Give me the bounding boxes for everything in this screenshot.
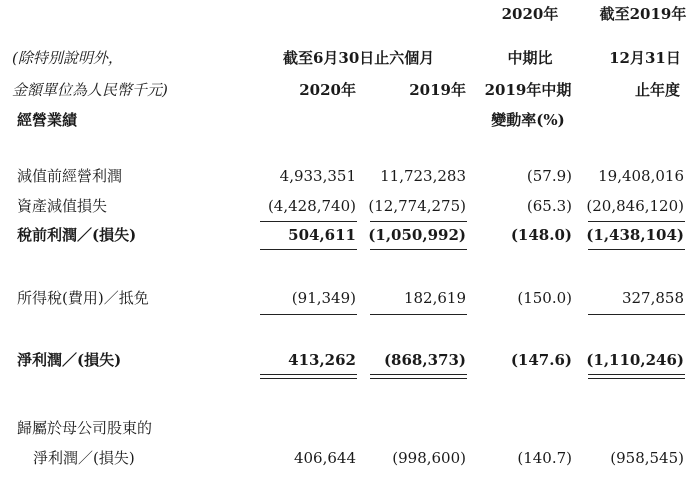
- col-2020-header: 2020年: [299, 81, 356, 99]
- cell-2020: (4,428,740): [267, 197, 356, 215]
- total-rule: [370, 249, 467, 250]
- unit-note-line2: 金額單位為人民幣千元): [12, 81, 168, 99]
- cell-change: (65.3): [526, 197, 572, 215]
- change-header-line4: 變動率(%): [491, 111, 565, 129]
- double-rule: [588, 374, 685, 375]
- change-header-line3: 2019年中期: [484, 81, 572, 99]
- cell-2020: (91,349): [291, 289, 356, 307]
- double-rule: [370, 378, 467, 379]
- subtotal-rule: [260, 221, 357, 222]
- period-header: 截至6月30日止六個月: [283, 49, 435, 67]
- subtotal-rule: [370, 314, 467, 315]
- row-label: 所得稅(費用)／抵免: [17, 289, 149, 307]
- col-2019-header: 2019年: [409, 81, 466, 99]
- row-label: 歸屬於母公司股東的: [17, 419, 153, 437]
- section-title: 經營業績: [17, 111, 78, 129]
- cell-change: (150.0): [517, 289, 572, 307]
- subtotal-rule: [588, 221, 685, 222]
- row-label: 稅前利潤／(損失): [17, 226, 137, 244]
- cell-change: (140.7): [517, 449, 572, 467]
- cell-2019: (12,774,275): [368, 197, 466, 215]
- row-label: 淨利潤／(損失): [17, 351, 122, 369]
- cell-2019: (998,600): [392, 449, 466, 467]
- double-rule: [370, 374, 467, 375]
- total-rule: [260, 249, 357, 250]
- row-label: 資產減值損失: [17, 197, 108, 215]
- total-rule: [588, 249, 685, 250]
- cell-fy2019: 327,858: [621, 289, 684, 307]
- cell-2019: 11,723,283: [380, 167, 466, 185]
- cell-2020: 406,644: [293, 449, 356, 467]
- cell-fy2019: (20,846,120): [586, 197, 684, 215]
- cell-change: (57.9): [526, 167, 572, 185]
- cell-fy2019: (1,110,246): [586, 351, 684, 369]
- unit-note-line1: (除特別說明外，: [12, 49, 123, 67]
- cell-2020: 4,933,351: [279, 167, 356, 185]
- double-rule: [588, 378, 685, 379]
- cell-2019: 182,619: [403, 289, 466, 307]
- subtotal-rule: [370, 221, 467, 222]
- fy-header-line1: 截至2019年: [599, 5, 687, 23]
- cell-2019: (1,050,992): [368, 226, 466, 244]
- subtotal-rule: [588, 314, 685, 315]
- cell-fy2019: (1,438,104): [586, 226, 684, 244]
- cell-change: (148.0): [510, 226, 572, 244]
- cell-change: (147.6): [510, 351, 572, 369]
- double-rule: [260, 374, 357, 375]
- cell-2019: (868,373): [383, 351, 466, 369]
- cell-fy2019: (958,545): [610, 449, 684, 467]
- cell-2020: 413,262: [288, 351, 356, 369]
- subtotal-rule: [260, 314, 357, 315]
- cell-fy2019: 19,408,016: [598, 167, 684, 185]
- change-header-line1: 2020年: [501, 5, 559, 23]
- fy-header-line3: 止年度: [634, 81, 680, 99]
- row-label: 減值前經營利潤: [17, 167, 123, 185]
- cell-2020: 504,611: [288, 226, 356, 244]
- row-label: 淨利潤／(損失): [33, 449, 135, 467]
- change-header-line2: 中期比: [507, 49, 553, 67]
- double-rule: [260, 378, 357, 379]
- fy-header-line2: 12月31日: [609, 49, 681, 67]
